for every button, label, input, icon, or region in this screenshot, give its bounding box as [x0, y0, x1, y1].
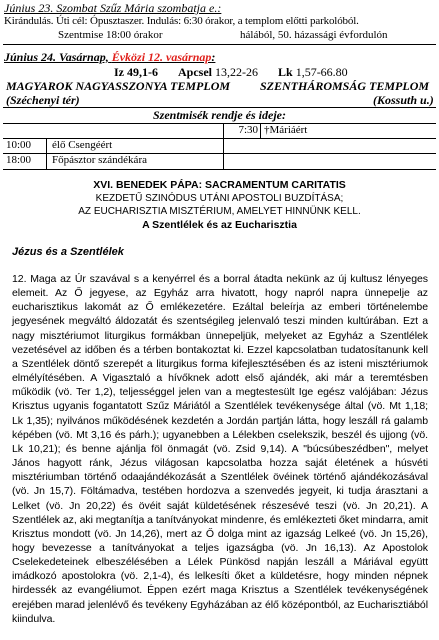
saturday-mass-time: Szentmise 18:00 órakor	[58, 29, 163, 41]
readings	[114, 65, 348, 80]
schedule-intent: Főpásztor szándékára	[52, 154, 147, 166]
church-right: SZENTHÁROMSÁG TEMPLOM	[260, 79, 430, 93]
schedule-intent: élő Csengéért	[52, 139, 113, 151]
article-subtitle-1: KEZDETŰ SZINÓDUS UTÁNI APOSTOLI BUZDÍTÁSA;	[95, 193, 344, 204]
gospel-label: Lk	[278, 65, 293, 79]
schedule-time: 7:30	[238, 124, 258, 136]
paragraph-12: 12. Maga az Úr szavával s a kenyérrel és a borral átadta nekünk az új kultusz lényeges elemeit. Az Ő jegyese, az Egyház arra hivatott, hogy napról napra ünnepelje az eucharisztikus lakomát az Ő emlékezetére. Ezáltal beleírja az emberi történelembe jegyesének megváltó áldozatát és szentségileg jelenvaló teszi minden kultúrában. Ezt a nagy misztériumot liturgikus formákban ünnepeljük, melyeket az Egyház a Szentlélek vezetésével az időben és a térben bontakoztat ki. Ezzel kapcsolatban tudatosítanunk kell a Szentlélek döntő szerepét a liturgikus forma kifejlesztésében és az isteni misztériumok elmélyítésében. A Vigasztaló a hívőknek adott első ajándék, aki már a teremtésben működik (vö. Ter 1,2), teljességgel jelen van a megtestesült Ige egész valójában: Jézus Krisztus ugyanis fogantatott Szűz Máriától a Szentlélek tevékenysége által (vö. Mt 1,18; Lk 1,35); nyilvános működésének kezdetén a Jordán partján látta, hogy leszáll rá galamb képében (vö. Mt 3,16 és párh.); ugyanebben a Lélekben cselekszik, beszél és ujjong (vö. Lk 10,21); és benne ajánlja föl önmagát (vö. Zsid 9,14). A "búcsúbeszédben", melyet János hagyott ránk, Jézus világosan kapcsolatba hozza saját életének a húsvéti misztériumban történő odaajándékozását a Szentlélek övéinek történő ajándékozásával (vö. Jn 15,7). Föltámadva, testében hordozva a szenvedés jegyeit, ki tudja árasztani a Lelket (vö. Jn 20,22) és övéit saját küldetésének részesévé teszi (vö. Jn 20,21). A Szentlélek az, aki megtanítja a tanítványokat mindenre, és emlékezteti őket mindarra, amit Krisztus mondott (vö. Jn 14,26), mert az Ő dolga mint az igazság Lelkeé (vö. Jn 15,26), hogy bevezesse a tanítványokat a teljes igazságba (vö. Jn 16,13). Az Apostolok Cselekedeteinek elbeszélésében a Lélek Pünkösd napján leszáll a Máriával együtt imádkozó apostolokra (vö. 2,1-4), és lelkesíti őket a küldetésre, hogy minden népnek hirdessék az evangéliumot. Éppen ezért maga Krisztus a Szentlélek tevékenységének erejében marad jelenlévő és tevékeny Egyházában az élő középontból, az Eucharisztiából kiindulva.	[12, 273, 428, 625]
saturday-mass-intent: hálából, 50. házassági évfordulón	[240, 29, 388, 41]
table-col-divider	[223, 123, 224, 138]
church-left-sub: (Széchenyi tér)	[6, 93, 80, 107]
saturday-header: Június 23. Szombat Szűz Mária szombatja e.:	[4, 1, 222, 15]
reading-2: 13,22-26	[215, 65, 258, 79]
table-bottom-rule	[3, 169, 436, 170]
article-body	[12, 272, 428, 626]
table-col-divider	[260, 123, 261, 138]
church-right-sub: (Kossuth u.)	[373, 93, 434, 107]
sunday-header	[4, 50, 215, 65]
schedule-intent: †Máriáért	[264, 124, 308, 136]
sunday-header-colon: :	[211, 50, 216, 64]
schedule-time: 18:00	[6, 154, 32, 166]
article-title: XVI. BENEDEK PÁPA: SACRAMENTUM CARITATIS	[93, 179, 346, 191]
sunday-header-feast: Évközi 12. vasárnap	[111, 50, 212, 64]
article-subtitle-3: A Szentlélek és az Eucharisztia	[142, 219, 297, 231]
section-heading: Jézus és a Szentlélek	[12, 246, 124, 258]
article-subtitle-2: AZ EUCHARISZTIA MISZTÉRIUM, AMELYET HINNÜNK KELL.	[78, 206, 361, 217]
schedule-time: 10:00	[6, 139, 32, 151]
schedule-title: Szentmisék rendje és ideje:	[153, 108, 286, 122]
divider-saturday	[3, 44, 436, 45]
saturday-line1: Kirándulás. Úti cél: Ópusztaszer. Indulás: 6:30 órakor, a templom előtti parkolóból.	[4, 15, 359, 27]
church-left: MAGYAROK NAGYASSZONYA TEMPLOM	[6, 79, 231, 93]
gospel: 1,57-66.80	[295, 65, 348, 79]
sunday-header-date: Június 24. Vasárnap,	[4, 50, 109, 64]
table-rule-1	[3, 123, 436, 124]
reading-2-label: Apcsel	[178, 65, 212, 79]
reading-1: Iz 49,1-6	[114, 65, 158, 79]
